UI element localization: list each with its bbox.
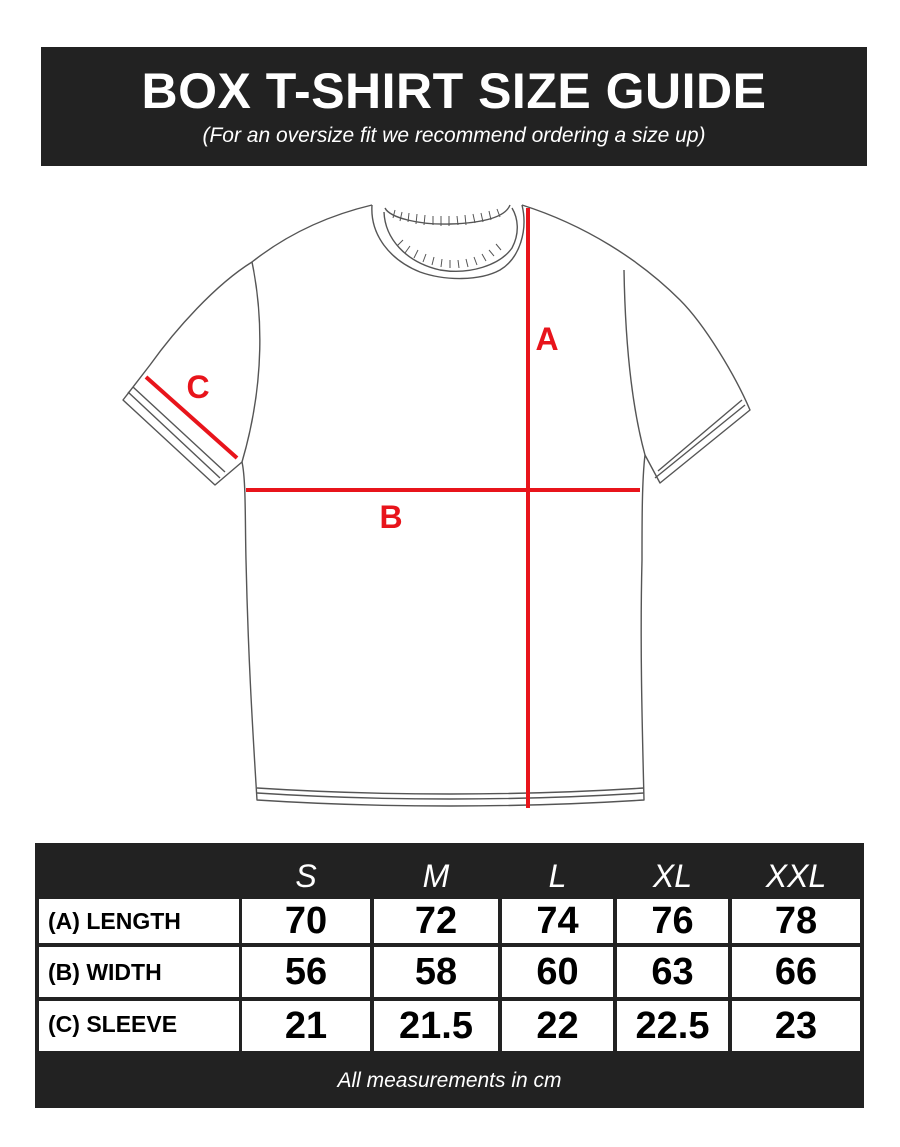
size-header-xl: XL <box>652 858 693 894</box>
size-header-l: L <box>548 858 567 894</box>
header-banner <box>41 47 867 166</box>
cell-width-s: 56 <box>242 947 370 997</box>
cell-width-xxl: 66 <box>732 947 860 997</box>
label-a: A <box>535 321 559 357</box>
cell-width-xl: 63 <box>617 947 728 997</box>
cell-sleeve-s: 21 <box>242 1001 370 1051</box>
cell-sleeve-l: 22 <box>502 1001 613 1051</box>
cell-length-xxl: 78 <box>732 899 860 943</box>
row-label-width: (B) WIDTH <box>39 947 239 997</box>
tshirt-diagram <box>0 180 900 830</box>
cell-sleeve-xxl: 23 <box>732 1001 860 1051</box>
tshirt-outline-icon <box>123 205 750 806</box>
cell-sleeve-m: 21.5 <box>374 1001 498 1051</box>
size-header-s: S <box>295 858 317 894</box>
cell-length-m: 72 <box>374 899 498 943</box>
page-subtitle: (For an oversize fit we recommend ordering a size up) <box>202 124 706 147</box>
measurement-unit-note: All measurements in cm <box>337 1069 562 1092</box>
cell-sleeve-xl: 22.5 <box>617 1001 728 1051</box>
cell-width-m: 58 <box>374 947 498 997</box>
size-table <box>35 843 864 1108</box>
cell-width-l: 60 <box>502 947 613 997</box>
label-b: B <box>379 499 403 535</box>
label-c: C <box>186 369 210 405</box>
cell-length-l: 74 <box>502 899 613 943</box>
cell-length-s: 70 <box>242 899 370 943</box>
row-label-length: (A) LENGTH <box>39 899 239 943</box>
size-header-xxl: XXL <box>765 858 827 894</box>
page-title: BOX T-SHIRT SIZE GUIDE <box>141 63 767 119</box>
cell-length-xl: 76 <box>617 899 728 943</box>
row-label-sleeve: (C) SLEEVE <box>39 1001 239 1051</box>
size-header-m: M <box>422 858 450 894</box>
